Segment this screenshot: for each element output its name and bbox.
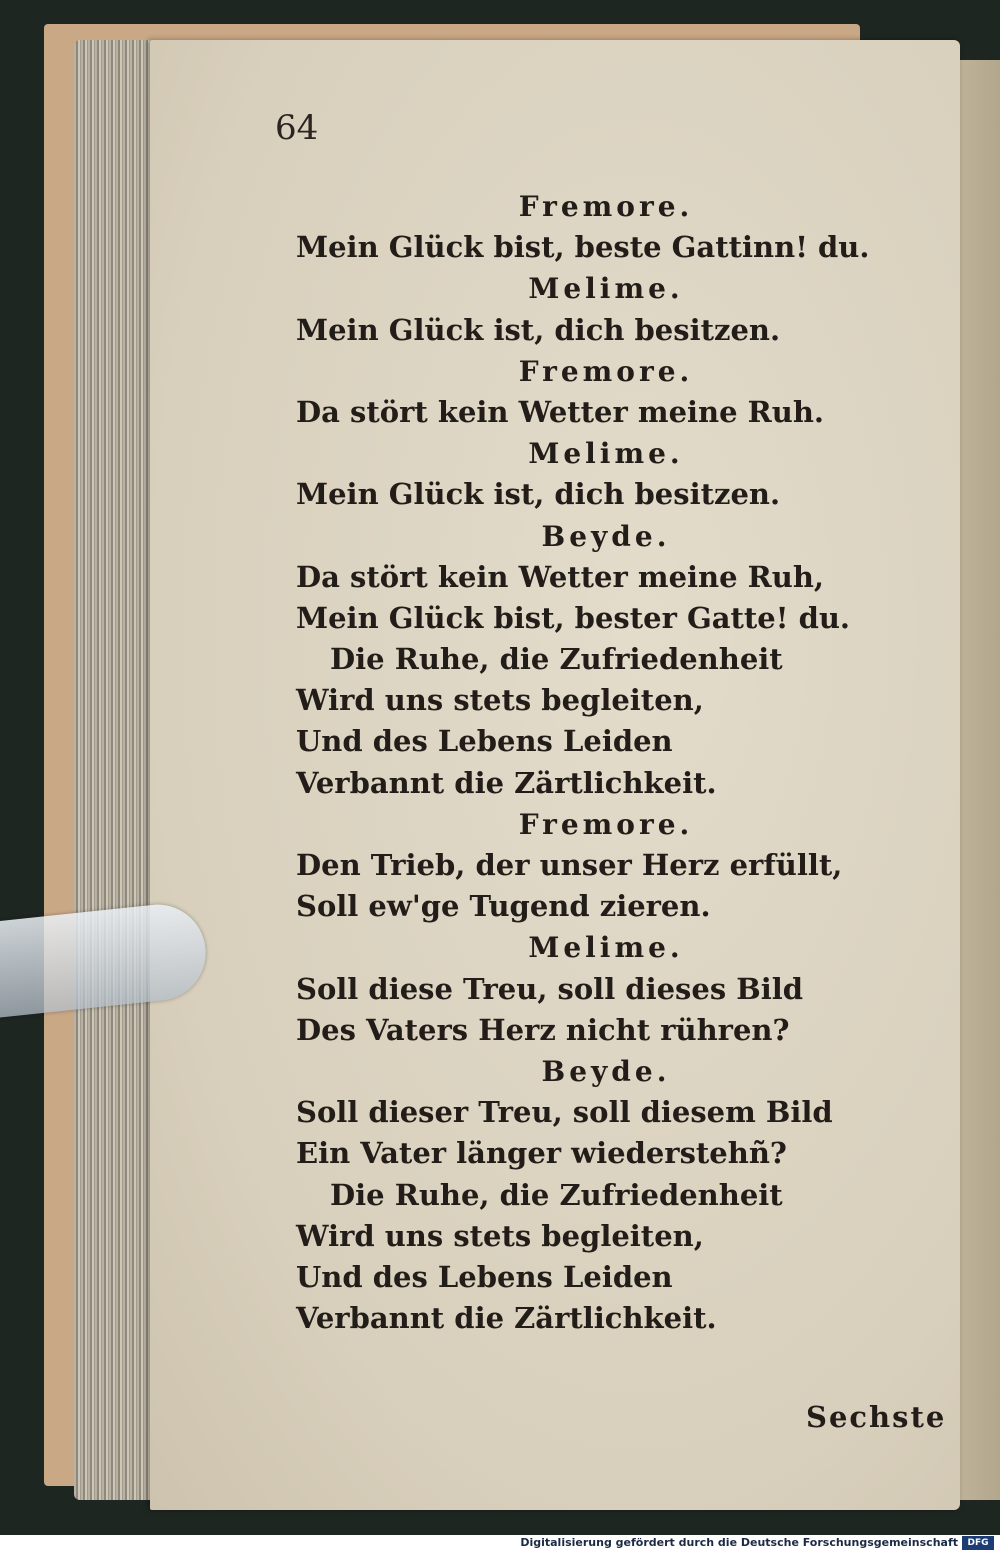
speaker-name: Melime.: [528, 931, 684, 965]
speaker-name: Beyde.: [541, 519, 671, 553]
verse-line: Ein Vater länger wiederstehñ?: [296, 1136, 787, 1171]
verse-line: Verbannt die Zärtlichkeit.: [296, 765, 717, 800]
speaker-name: Fremore.: [518, 354, 694, 388]
page-number: 64: [275, 108, 319, 148]
verse-line: Die Ruhe, die Zufriedenheit: [330, 1177, 783, 1212]
verse-line: Die Ruhe, die Zufriedenheit: [330, 642, 783, 677]
verse-line: Da stört kein Wetter meine Ruh,: [296, 559, 825, 594]
verse-line: Soll ew'ge Tugend zieren.: [296, 889, 711, 924]
dfg-logo: DFG: [962, 1536, 994, 1550]
verse-line: Mein Glück ist, dich besitzen.: [296, 312, 781, 347]
speaker-name: Melime.: [528, 272, 684, 306]
footer-bar: [0, 1535, 1000, 1552]
verse-line: Soll dieser Treu, soll diesem Bild: [296, 1095, 833, 1130]
speaker-name: Beyde.: [541, 1054, 671, 1088]
verse-line: Da stört kein Wetter meine Ruh.: [296, 394, 825, 429]
speaker-name: Melime.: [528, 437, 684, 471]
verse-line: Mein Glück bist, beste Gattinn! du.: [296, 230, 870, 265]
catchword: Sechste: [806, 1400, 947, 1434]
footer-credit: Digitalisierung gefördert durch die Deutsche Forschungsgemeinschaft: [520, 1536, 958, 1549]
verse-line: Und des Lebens Leiden: [296, 1259, 673, 1294]
verse-line: Des Vaters Herz nicht rühren?: [296, 1012, 790, 1047]
speaker-name: Fremore.: [518, 190, 694, 223]
verse-line: Und des Lebens Leiden: [296, 724, 673, 759]
verse-line: Mein Glück bist, bester Gatte! du.: [296, 600, 851, 635]
verse-text-block: [296, 186, 916, 1339]
speaker-name: Fremore.: [518, 807, 694, 841]
verse-line: Wird uns stets begleiten,: [296, 683, 704, 718]
verse-line: Wird uns stets begleiten,: [296, 1218, 704, 1253]
verse-line: Soll diese Treu, soll dieses Bild: [296, 971, 804, 1006]
verse-line: Mein Glück ist, dich besitzen.: [296, 477, 781, 512]
verse-line: Den Trieb, der unser Herz erfüllt,: [296, 848, 843, 882]
verse-line: Verbannt die Zärtlichkeit.: [296, 1301, 717, 1336]
